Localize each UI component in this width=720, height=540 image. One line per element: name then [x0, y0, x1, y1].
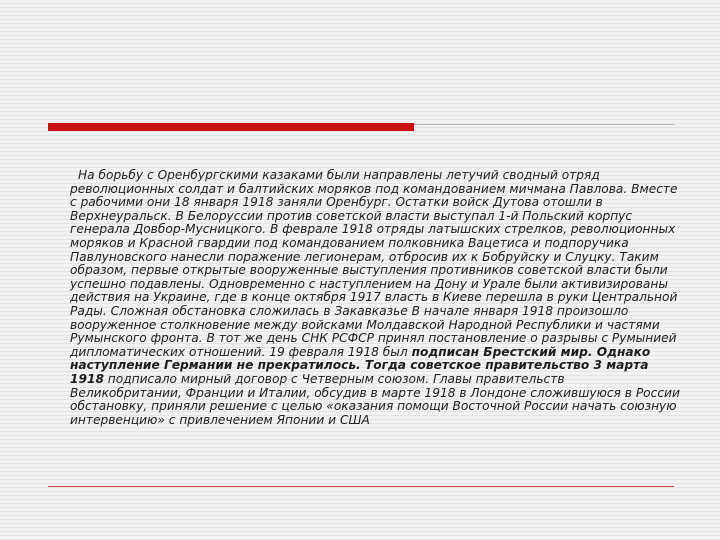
paragraph-text-start: На борьбу с Оренбургскими казаками были направлены летучий сводный отряд революционных солдат и балтийских моряков под командованием мичмана Павлова. Вместе с рабочими они 18 января 1918 заняли Оренбург. Остатки войск Дутова отошли в Верхнеуральск. В Белоруссии против советской власти выступал 1-й Польский корпус генерала Довбор-Мусницкого. В феврале 1918 отряды латышских стрелков, революционных моряков и Красной гвардии под командованием полковника Вацетиса и подпоручика Павлуновского нанесли поражение легионерам, отбросив их к Бобруйску и Слуцку. Таким образом, первые открытые вооруженные выступления противников советской власти были успешно подавлены. Одновременно с наступлением на Дону и Урале были активизированы действия на Украине, где в конце октября 1917 власть в Киеве перешла в руки Центральной Рады. Сложная обстановка сложилась в Закавказье В начале января 1918 произошло вооруженное столкновение между войсками Молдавской Народной Республики и частями Румынского фронта. В тот же день СНК РСФСР принял постановление о разрывы с Румынией дипломатических отношений. 19 февраля 1918 был — [70, 168, 678, 359]
footer-rule — [48, 486, 674, 487]
body-paragraph — [70, 169, 680, 427]
paragraph-bold-segment: подписан Брестский мир. Однако наступление Германии не прекратилось. Тогда советское правительство 3 марта 1918 — [70, 344, 651, 386]
paragraph-text-end: подписало мирный договор с Четверным союзом. Главы правительств Великобритании, Франции и Италии, обсудив в марте 1918 в Лондоне сложившуюся в России обстановку, приняли решение с целью «оказания помощи Восточной России начать союзную интервенцию» с привлечением Японии и США — [70, 371, 680, 427]
accent-bar — [48, 123, 414, 131]
